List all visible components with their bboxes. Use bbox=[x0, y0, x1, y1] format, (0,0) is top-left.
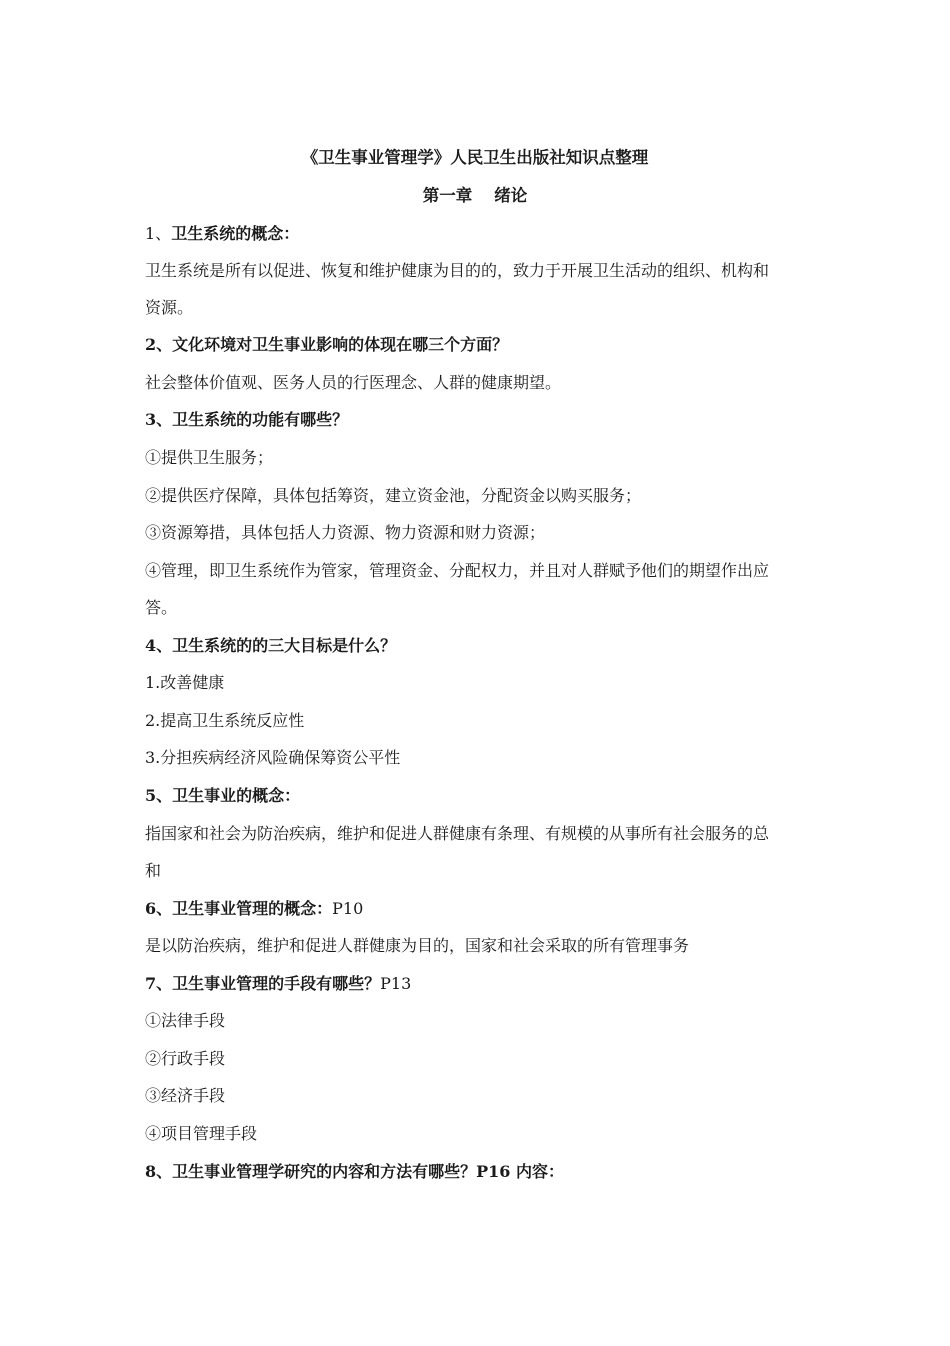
answer-3-line-4: ④管理，即卫生系统作为管家，管理资金、分配权力，并且对人群赋予他们的期望作出应 bbox=[145, 561, 770, 580]
question-text: 卫生系统的功能有哪些？ bbox=[172, 410, 349, 429]
question-number: 2、 bbox=[145, 335, 173, 354]
question-2 bbox=[145, 334, 815, 356]
answer-3-line-2: ②提供医疗保障，具体包括筹资，建立资金池，分配资金以购买服务； bbox=[145, 486, 642, 505]
chapter-number: 第一章 bbox=[422, 186, 473, 205]
answer-3-line-1: ①提供卫生服务； bbox=[145, 448, 274, 467]
question-number: 7、 bbox=[145, 974, 173, 993]
answer-7-line-2: ②行政手段 bbox=[145, 1049, 226, 1068]
answer-5-line-1: 指国家和社会为防治疾病，维护和促进人群健康有条理、有规模的从事所有社会服务的总 bbox=[145, 824, 770, 843]
answer-7-line-3: ③经济手段 bbox=[145, 1086, 226, 1105]
page-reference: P13 bbox=[380, 974, 412, 993]
answer-1-line-2: 资源。 bbox=[145, 298, 194, 317]
question-number: 4、 bbox=[145, 636, 173, 655]
question-4 bbox=[145, 635, 815, 657]
answer-1-line-1: 卫生系统是所有以促进、恢复和维护健康为目的的，致力于开展卫生活动的组织、机构和 bbox=[145, 261, 770, 280]
question-text: 卫生事业管理学研究的内容和方法有哪些？P16 内容： bbox=[172, 1162, 565, 1181]
question-text: 卫生系统的概念： bbox=[171, 224, 300, 243]
page-reference: P10 bbox=[332, 899, 364, 918]
question-text: 卫生系统的的三大目标是什么？ bbox=[172, 636, 397, 655]
document-title: 《卫生事业管理学》人民卫生出版社知识点整理 bbox=[301, 148, 649, 167]
question-text: 卫生事业的概念： bbox=[172, 786, 301, 805]
answer-4-line-2: 2.提高卫生系统反应性 bbox=[145, 711, 305, 730]
question-number: 1、 bbox=[145, 224, 172, 243]
question-6 bbox=[145, 898, 815, 920]
answer-4-line-3: 3.分担疾病经济风险确保筹资公平性 bbox=[145, 748, 401, 767]
answer-7-line-1: ①法律手段 bbox=[145, 1011, 226, 1030]
question-number: 8、 bbox=[145, 1162, 173, 1181]
chapter-name: 绪论 bbox=[494, 186, 528, 205]
question-text: 卫生事业管理的手段有哪些？ bbox=[172, 974, 381, 993]
question-text: 卫生事业管理的概念： bbox=[172, 899, 333, 918]
question-5 bbox=[145, 785, 815, 807]
answer-2-line-1: 社会整体价值观、医务人员的行医理念、人群的健康期望。 bbox=[145, 373, 562, 392]
answer-3-line-5: 答。 bbox=[145, 598, 178, 617]
question-1 bbox=[145, 223, 815, 245]
question-7 bbox=[145, 973, 815, 995]
chapter-heading bbox=[0, 185, 950, 207]
answer-6-line-1: 是以防治疾病，维护和促进人群健康为目的，国家和社会采取的所有管理事务 bbox=[145, 936, 690, 955]
question-number: 6、 bbox=[145, 899, 173, 918]
question-number: 5、 bbox=[145, 786, 173, 805]
question-text: 文化环境对卫生事业影响的体现在哪三个方面？ bbox=[172, 335, 509, 354]
answer-7-line-4: ④项目管理手段 bbox=[145, 1124, 258, 1143]
answer-4-line-1: 1.改善健康 bbox=[145, 673, 225, 692]
question-8 bbox=[145, 1161, 815, 1183]
answer-3-line-3: ③资源筹措，具体包括人力资源、物力资源和财力资源； bbox=[145, 523, 546, 542]
answer-5-line-2: 和 bbox=[145, 861, 162, 880]
question-3 bbox=[145, 409, 815, 431]
question-number: 3、 bbox=[145, 410, 173, 429]
